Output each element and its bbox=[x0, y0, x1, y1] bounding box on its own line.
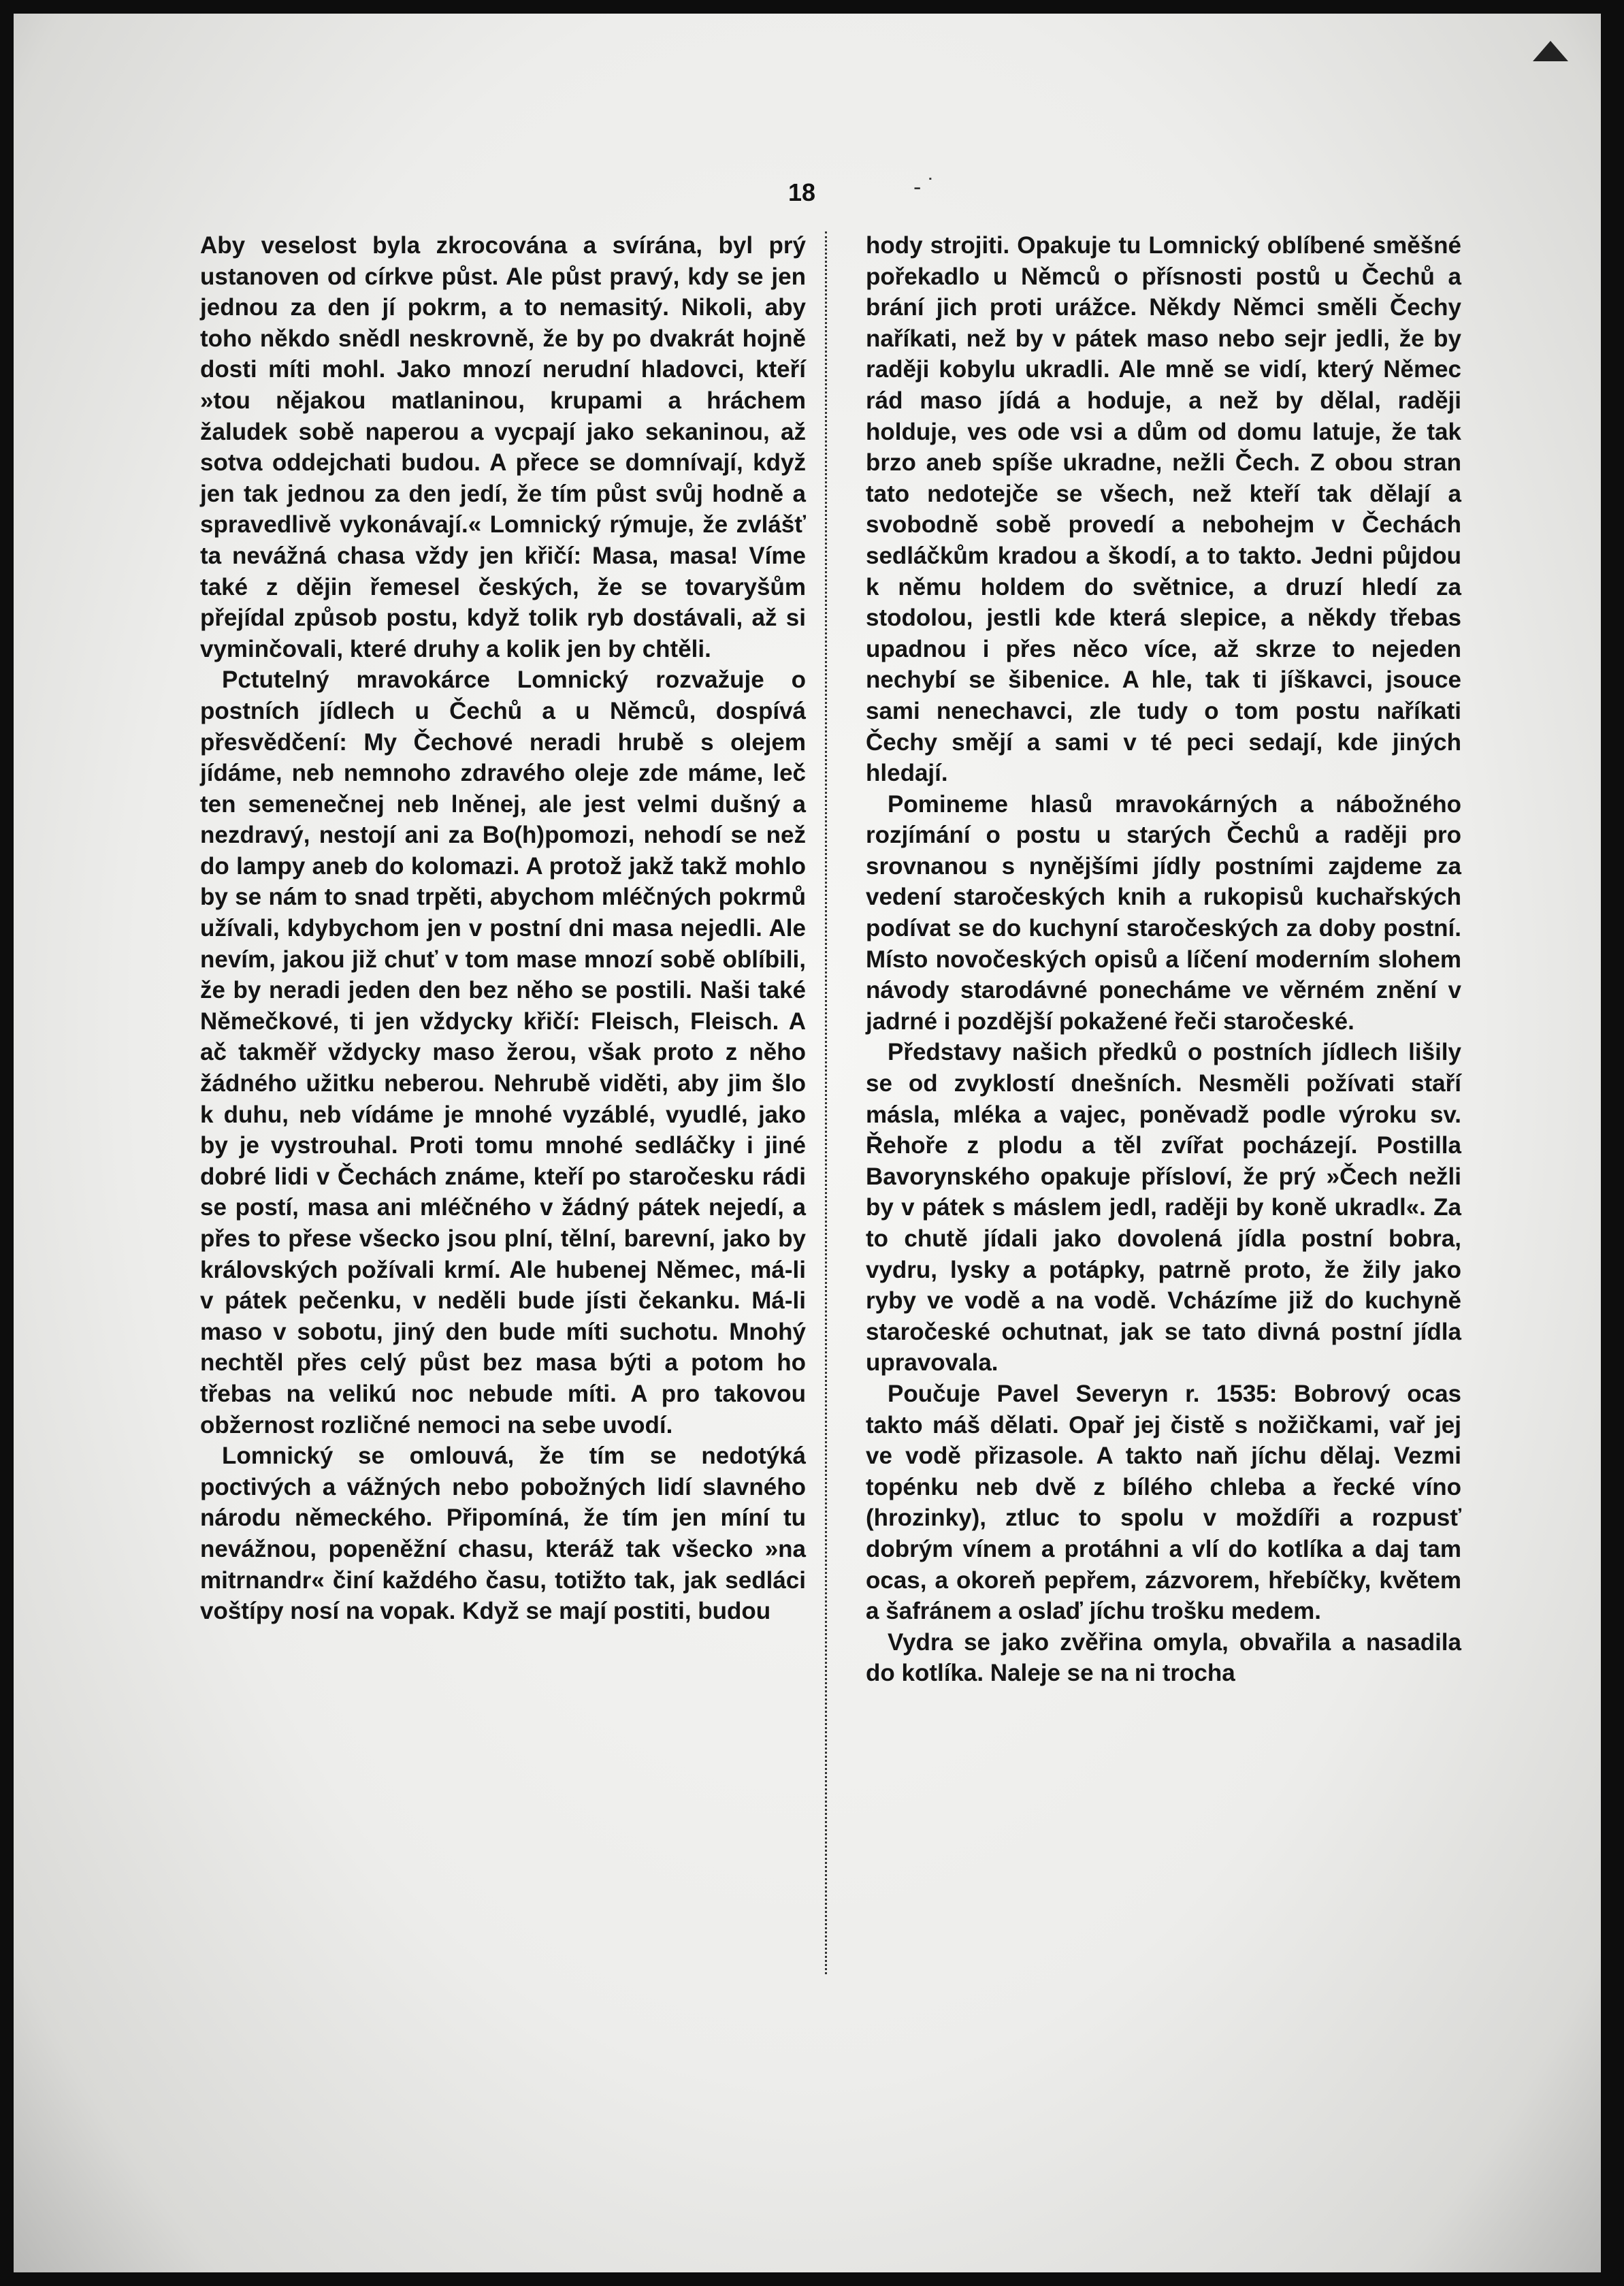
paragraph: Lomnický se omlouvá, že tím se nedotýká poctivých a vážných nebo pobožných lidí slavného národu německého. Připomíná, že tím jen míní tu nevážnou, popeněžní chasu, kteráž tak všecko »na mitrnandr« činí každého času, totižto tak, jak sedláci voštípy nosí na vopak. Když se mají postiti, budou bbox=[200, 1443, 806, 1625]
book-page bbox=[14, 14, 1601, 2272]
paragraph: Pomineme hlasů mravokárných a nábožného rozjímání o postu u starých Čechů a raději pro srovnanou s nynějšími jídly postními zajdeme za vedení staročeských knih a rukopisů kuchařských podívat se do kuchyní staročeských za doby postní. Místo novočeských opisů a líčení moderním slohem návody starodávné ponecháme ve věrném znění v jadrné i pozdější pokažené řeči staročeské. bbox=[866, 790, 1461, 1035]
paragraph: Poučuje Pavel Severyn r. 1535: Bobrový ocas takto máš dělati. Opař jej čistě s nožičkami, vař jej ve vodě přizasole. A takto naň jíchu dělaj. Vezmi topénku neb dvě z bílého chleba a řecké víno (hrozinky), ztluc to spolu v moždíři a rozpusť dobrým vínem a protáhni a vlí do kotlíka a daj tam ocas, a okoreň pepřem, zázvorem, hřebíčky, květem a šafránem a oslaď jíchu trošku medem. bbox=[866, 1380, 1461, 1625]
paragraph: Představy našich předků o postních jídlech lišily se od zvyklostí dnešních. Nesměli požívati staří másla, mléka a vajec, poněvadž podle výroku sv. Řehoře z plodu a těl zvířat pocházejí. Postilla Bavorynského opakuje přísloví, že prý »Čech nežli by v pátek s máslem jedl, raději by koně ukradl«. Za to chutě jídali jako dovolená jídla postní bobra, vydru, lysky a potápky, patrně proto, že žily jako ryby ve vodě a na vodě. Vcházíme již do kuchyně staročeské ochutnat, jak se tato divná postní jídla upravovala. bbox=[866, 1039, 1461, 1377]
page-number: 18 bbox=[788, 178, 816, 206]
page-marks: - ˙ bbox=[913, 174, 936, 200]
right-column bbox=[866, 230, 1461, 1689]
paragraph: hody strojiti. Opakuje tu Lomnický oblíbené směšné pořekadlo u Němců o přísnosti postů u Čechů a brání jich proti urážce. Někdy Němci směli Čechy naříkati, než by v pátek maso nebo sejr jedli, že by raději kobylu ukradli. Ale mně se vidí, který Němec rád maso jídá a hoduje, a než by dělal, raději holduje, ves ode vsi a dům od domu latuje, že tak brzo aneb spíše ukradne, nežli Čech. Z obou stran tato nedotejče se všech, než kteří tak dělají a svobodně sobě provedí a nebohejm v Čechách sedláčkům kradou a škodí, a to takto. Jedni půjdou k němu holdem do světnice, a druzí hledí za stodolou, jestli kde která slepice, a někdy třebas upadnou i přes něco více, až skrze to nejeden nechybí se šibenice. A hle, tak ti jíškavci, jsouce sami nenechavci, zle tudy o tom postu naříkati Čechy smějí a sami v té peci sedají, kde jiných hledají. bbox=[866, 232, 1461, 787]
left-column bbox=[200, 230, 806, 1627]
paragraph: Aby veselost byla zkrocována a svírána, byl prý ustanoven od církve půst. Ale půst pravý, kdy se jen jednou za den jí pokrm, a to nemasitý. Nikoli, aby toho někdo snědl neskrovně, že by po dvakrát hojně dosti míti mohl. Jako mnozí nerudní hladovci, kteří »tou nějakou matlaninou, krupami a hráchem žaludek sobě naperou a vycpají jako sekaninou, až sotva oddejchati budou. A přece se domnívají, když jen tak jednou za den jedí, že tím půst svůj hodně a spravedlivě vykonávají.« Lomnický rýmuje, že zvlášť ta nevážná chasa vždy jen křičí: Masa, masa! Víme také z dějin řemesel českých, že se tovaryšům přejídal způsob postu, když tolik ryb dostávali, až si vyminčovali, které druhy a kolik jen by chtěli. bbox=[200, 232, 806, 662]
column-divider bbox=[825, 231, 841, 1974]
corner-triangle-icon bbox=[1533, 41, 1568, 61]
paragraph: Vydra se jako zvěřina omyla, obvařila a nasadila do kotlíka. Naleje se na ni trocha bbox=[866, 1628, 1461, 1687]
paragraph: Pctutelný mravokárce Lomnický rozvažuje o postních jídlech u Čechů a u Němců, dospívá přesvědčení: My Čechové neradi hrubě s olejem jídáme, neb nemnoho zdravého oleje zde máme, leč ten semenečnej neb lněnej, ale jest velmi dušný a nezdravý, nestojí ani za Bo(h)pomozi, nehodí se než do lampy aneb do kolomazi. A protož jakž takž mohlo by se nám to snad trpěti, abychom mléčných pokrmů užívali, kdybychom jen v postní dni masa nejedli. Ale nevím, jakou již chuť v tom mase mnozí sobě oblíbili, že by neradi jeden den bez něho se postili. Naši také Němečkové, ti jen vždycky křičí: Fleisch, Fleisch. A ač takměř vždycky maso žerou, však proto z něho žádného užitku neberou. Nehrubě viděti, aby jim šlo k duhu, neb vídáme je mnohé vyzáblé, vyudlé, jako by je vystrouhal. Proti tomu mnohé sedláčky i jiné dobré lidi v Čechách známe, kteří po staročesku rádi se postí, masa ani mléčného v žádný pátek nejedí, a přes to přese všecko jsou plní, tělní, barevní, jako by královských požívali krmí. Ale hubenej Němec, má-li v pátek pečenku, v neděli bude jísti čekanku. Má-li maso v sobotu, jiný den bude míti suchotu. Mnohý nechtěl přes celý půst bez masa býti a potom ho třebas na velikú noc nebude míti. A pro takovou obžernost rozličné nemoci na sebe uvodí. bbox=[200, 666, 806, 1438]
